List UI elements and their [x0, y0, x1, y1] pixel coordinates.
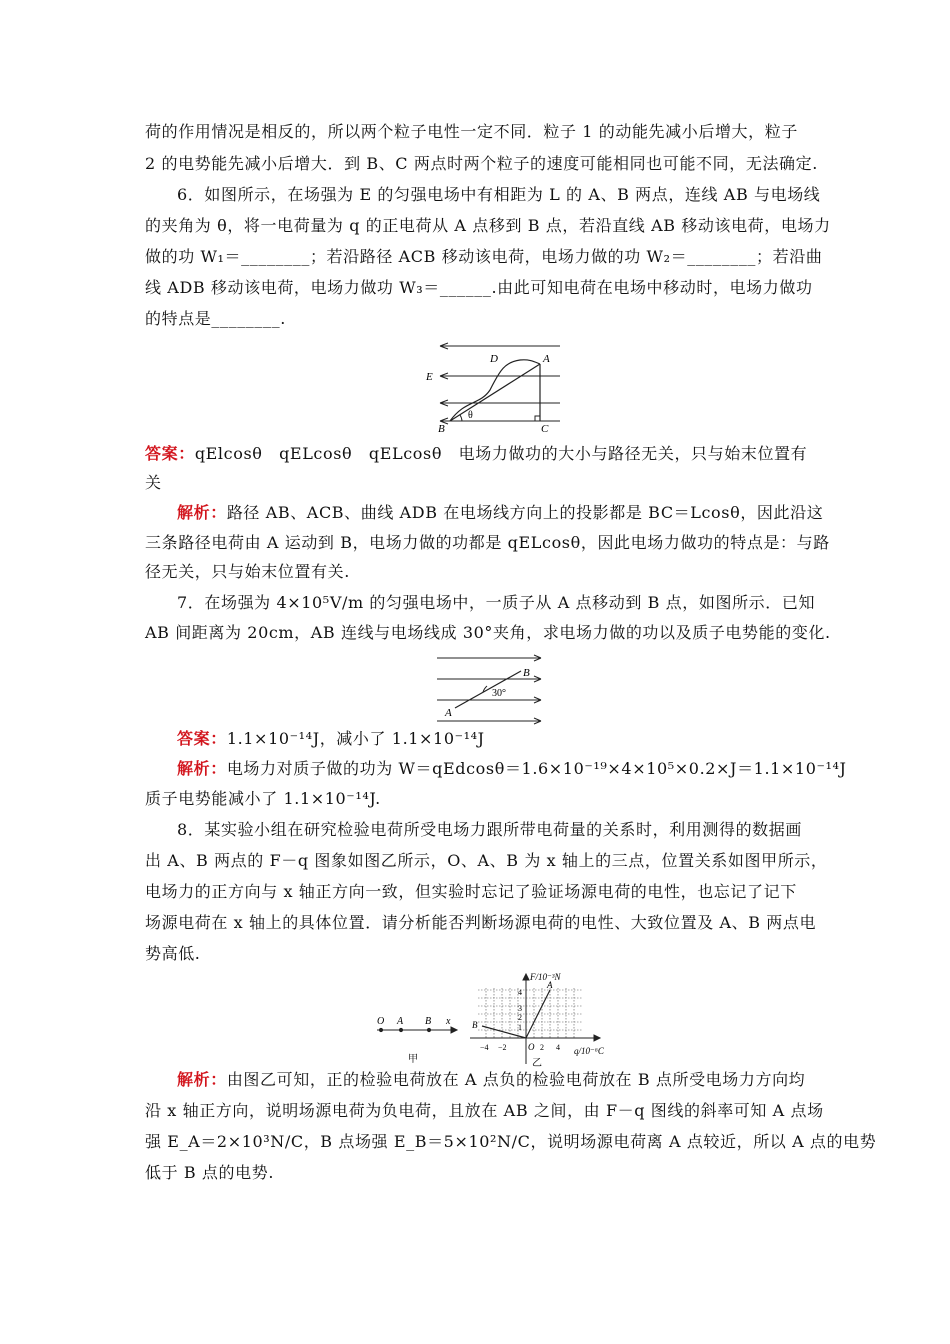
question-8-text: 8．某实验小组在研究检验电荷所受电场力跟所带电荷量的关系时，利用测得的数据画	[177, 820, 802, 839]
y-tick: 4	[518, 988, 522, 997]
figure-field-paths	[420, 340, 565, 435]
question-8-text: 电场力的正方向与 x 轴正方向一致，但实验时忘记了验证场源电荷的电性，也忘记了记下	[145, 882, 797, 901]
explanation-label: 解析：	[177, 503, 227, 522]
answer-label: 答案：	[145, 444, 195, 463]
label-C: C	[541, 423, 549, 435]
answer-label: 答案：	[177, 729, 227, 748]
origin-label: O	[528, 1042, 535, 1052]
label-O: O	[377, 1016, 385, 1027]
text-line: 荷的作用情况是相反的，所以两个粒子电性一定不同．粒子 1 的动能先减小后增大，粒子	[145, 122, 798, 141]
question-6-explanation: 径无关，只与始末位置有关.	[145, 562, 350, 581]
x-tick: 2	[540, 1043, 544, 1052]
x-tick: −2	[498, 1043, 507, 1052]
question-7-text: 7．在场强为 4×10⁵V/m 的匀强电场中，一质子从 A 点移动到 B 点，如图所示．已知	[177, 593, 816, 612]
question-7-explanation: 质子电势能减小了 1.1×10⁻¹⁴J.	[145, 789, 381, 808]
question-6-answer: 答案：qElcosθ qELcosθ qELcosθ 电场力做功的大小与路径无关，只与始末位置有	[145, 444, 808, 463]
x-tick: 4	[556, 1043, 560, 1052]
question-8-explanation: 低于 B 点的电势.	[145, 1163, 275, 1182]
label-E: E	[426, 371, 433, 383]
figure-yi-fq-graph	[462, 968, 622, 1068]
question-8-explanation: 解析：由图乙可知，正的检验电荷放在 A 点负的检验电荷放在 B 点所受电场力方向均	[177, 1070, 806, 1089]
question-6-text: 的特点是________.	[145, 309, 286, 328]
explanation-label: 解析：	[177, 759, 227, 778]
y-tick: 3	[518, 1004, 522, 1013]
question-6-explanation: 三条路径电荷由 A 运动到 B，电场力做的功都是 qELcosθ，因此电场力做功的特点是：与路	[145, 533, 830, 552]
label-D: D	[490, 353, 498, 365]
question-8-explanation: 强 E_A＝2×10³N/C，B 点场强 E_B＝5×10²N/C，说明场源电荷离 A 点较近，所以 A 点的电势	[145, 1132, 877, 1151]
question-8-text: 场源电荷在 x 轴上的具体位置．请分析能否判断场源电荷的电性、大致位置及 A、B 两点电	[145, 913, 817, 932]
y-axis-label: F/10⁻³N	[530, 972, 561, 982]
question-6-explanation: 解析：路径 AB、ACB、曲线 ADB 在电场线方向上的投影都是 BC＝Lcosθ，因此沿这	[177, 503, 824, 522]
label-x: x	[446, 1016, 451, 1027]
y-tick: 1	[518, 1023, 522, 1032]
question-8-text: 出 A、B 两点的 F－q 图象如图乙所示，O、A、B 为 x 轴上的三点，位置关系如图甲所示，	[145, 851, 828, 870]
label-theta: θ	[468, 410, 473, 421]
x-axis-label: q/10⁻⁶C	[574, 1046, 604, 1056]
figure-proton-move	[435, 652, 545, 727]
label-B: B	[523, 667, 530, 679]
label-angle: 30°	[492, 688, 506, 699]
question-6-text: 线 ADB 移动该电荷，电场力做功 W₃＝______.由此可知电荷在电场中移动时，电场力做功	[145, 278, 813, 297]
question-8-explanation: 沿 x 轴正方向，说明场源电荷为负电荷，且放在 AB 之间，由 F－q 图线的斜率可知 A 点场	[145, 1101, 824, 1120]
label-A: A	[543, 353, 550, 365]
explanation-label: 解析：	[177, 1070, 227, 1089]
label-A: A	[397, 1016, 404, 1027]
question-7-text: AB 间距离为 20cm，AB 连线与电场线成 30°夹角，求电场力做的功以及质子电势能的变化.	[145, 623, 831, 642]
label-B: B	[425, 1016, 432, 1027]
label-B: B	[438, 423, 445, 435]
point-A: A	[547, 980, 553, 990]
question-8-text: 势高低.	[145, 944, 201, 963]
question-6-text: 做的功 W₁＝________；若沿路径 ACB 移动该电荷，电场力做的功 W₂＝________；若沿曲	[145, 247, 823, 266]
caption-yi: 乙	[532, 1058, 542, 1068]
figure-jia-axis	[372, 1010, 462, 1065]
caption-jia: 甲	[408, 1054, 418, 1065]
question-6-text: 的夹角为 θ，将一电荷量为 q 的正电荷从 A 点移到 B 点，若沿直线 AB 移动该电荷，电场力	[145, 216, 831, 235]
question-6-answer: 关	[145, 473, 162, 492]
x-tick: −4	[480, 1043, 489, 1052]
question-7-answer: 答案：1.1×10⁻¹⁴J，减小了 1.1×10⁻¹⁴J	[177, 729, 485, 748]
label-A: A	[445, 707, 452, 719]
text-line: 2 的电势能先减小后增大．到 B、C 两点时两个粒子的速度可能相同也可能不同，无法确定.	[145, 154, 818, 173]
question-6-text: 6．如图所示，在场强为 E 的匀强电场中有相距为 L 的 A、B 两点，连线 AB 与电场线	[177, 185, 821, 204]
question-7-explanation: 解析：电场力对质子做的功为 W＝qEdcosθ＝1.6×10⁻¹⁹×4×10⁵×0.2×J＝1.1×10⁻¹⁴J	[177, 759, 847, 778]
y-tick: 2	[518, 1013, 522, 1022]
point-B: B	[472, 1020, 478, 1030]
